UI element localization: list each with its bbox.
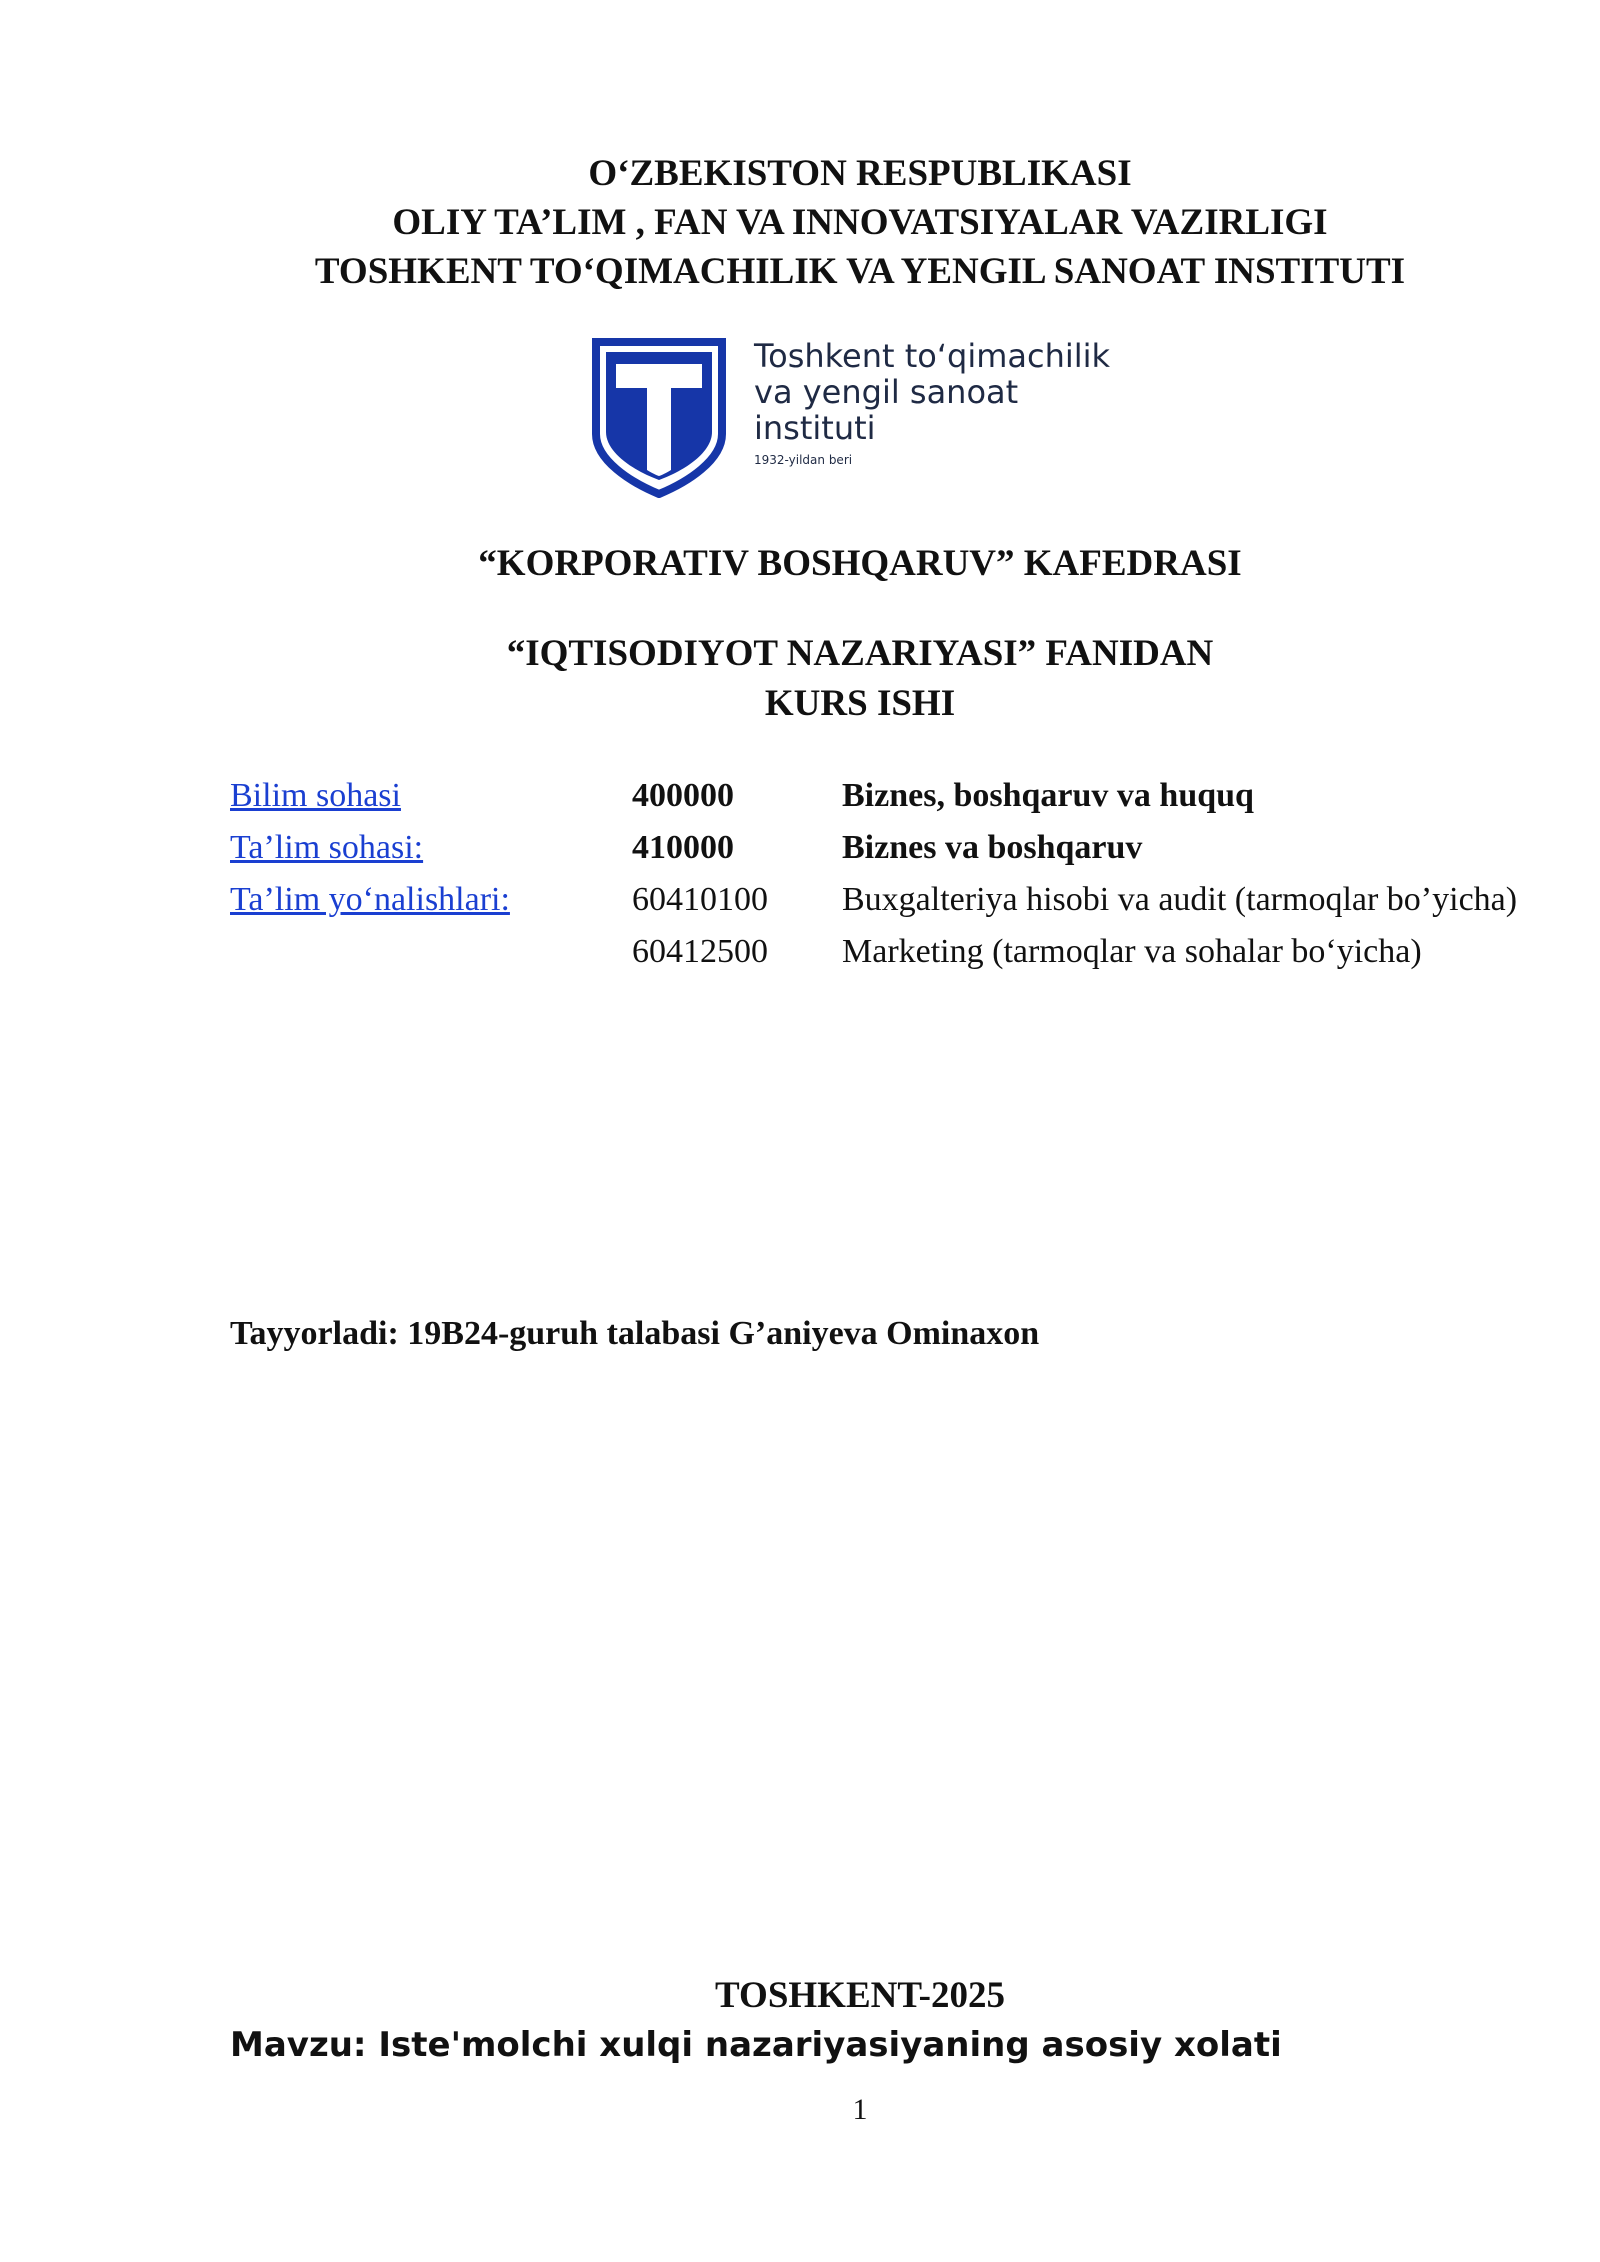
info-label-link[interactable]: Bilim sohasi (230, 777, 401, 814)
author-line: Tayyorladi: 19B24-guruh talabasi G’aniyeva Ominaxon (230, 1315, 1040, 1352)
institute-shield-logo-icon (592, 338, 726, 498)
logo-line-1: Toshkent to‘qimachilik (754, 337, 1111, 375)
info-code: 60410100 (632, 881, 768, 918)
city-year: TOSHKENT-2025 (715, 1975, 1005, 2016)
info-name: Biznes va boshqaruv (842, 829, 1143, 866)
info-label-link[interactable]: Ta’lim sohasi: (230, 829, 424, 866)
subject-title: “IQTISODIYOT NAZARIYASI” FANIDAN (506, 633, 1214, 674)
info-name: Biznes, boshqaruv va huquq (842, 777, 1254, 814)
logo-wordmark (754, 338, 1110, 468)
page-number: 1 (852, 2093, 868, 2126)
work-type-title: KURS ISHI (764, 683, 956, 724)
info-name: Buxgalteriya hisobi va audit (tarmoqlar bo’yicha) (842, 881, 1518, 918)
header-institute: TOSHKENT TO‘QIMACHILIK VA YENGIL SANOAT INSTITUTI (314, 251, 1406, 292)
topic-line: Mavzu: Iste'molchi xulqi nazariyasiyaning asosiy xolati (230, 2025, 1282, 2065)
info-code: 400000 (632, 777, 734, 814)
info-name: Marketing (tarmoqlar va sohalar bo‘yicha) (842, 933, 1422, 970)
logo-subtitle: 1932-yildan beri (754, 453, 853, 467)
info-code: 60412500 (632, 933, 768, 970)
logo-line-3: instituti (754, 409, 876, 447)
logo-line-2: va yengil sanoat (754, 373, 1019, 411)
header-country: O‘ZBEKISTON RESPUBLIKASI (588, 153, 1132, 194)
institute-logo (592, 338, 1132, 498)
header-ministry: OLIY TA’LIM , FAN VA INNOVATSIYALAR VAZIRLIGI (392, 202, 1328, 243)
department-title: “KORPORATIV BOSHQARUV” KAFEDRASI (478, 543, 1242, 584)
info-label-link[interactable]: Ta’lim yo‘nalishlari: (230, 881, 510, 918)
info-code: 410000 (632, 829, 734, 866)
